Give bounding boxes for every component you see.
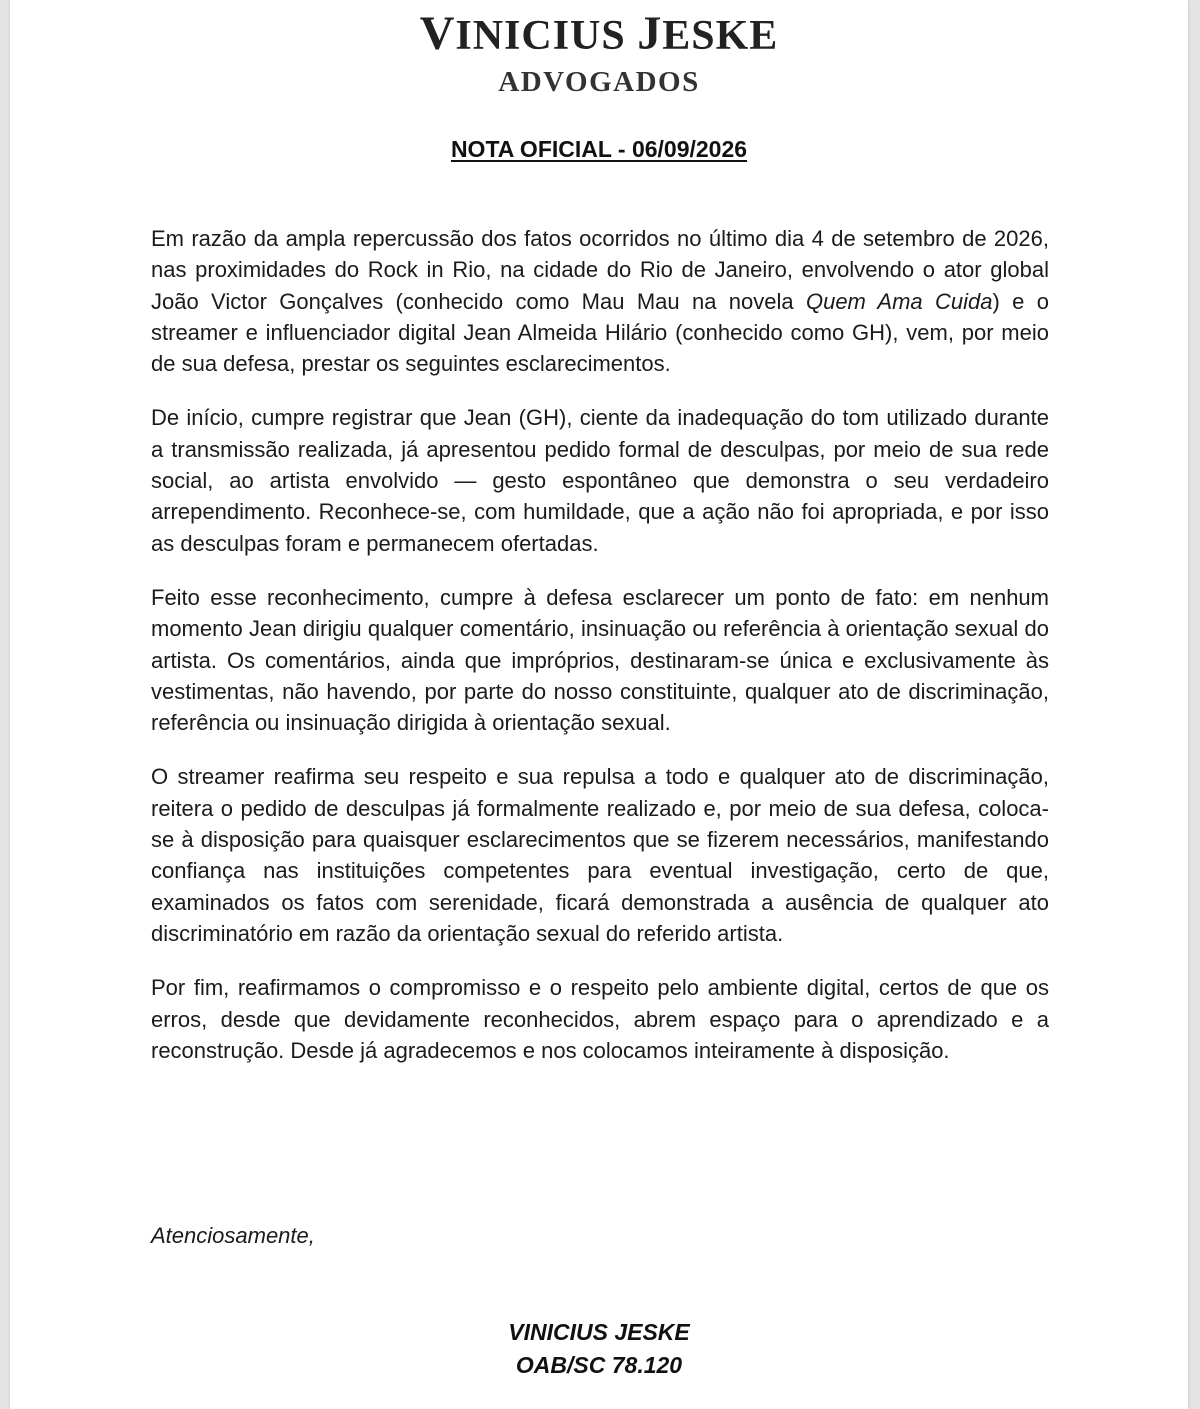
novel-title: Quem Ama Cuida <box>805 288 993 314</box>
paragraph-4: O streamer reafirma seu respeito e sua repulsa a todo e qualquer ato de discriminação, reitera o pedido de desculpas já formalmente realizado e, por meio de sua defesa, coloca-se à disposição para quaisquer esclarecimentos que se fizerem necessários, manifestando confiança nas instituições competentes para eventual investigação, certo de que, examinados os fatos com serenidade, ficará demonstrada a ausência de qualquer ato discriminatório em razão da orientação sexual do referido artista. <box>151 764 1049 946</box>
paragraph-2: De início, cumpre registrar que Jean (GH), ciente da inadequação do tom utilizado durante a transmissão realizada, já apresentou pedido formal de desculpas, por meio de sua rede social, ao artista envolvido — gesto espontâneo que demonstra o seu verdadeiro arrependimento. Reconhece-se, com humildade, que a ação não foi apropriada, e por isso as desculpas foram e permanecem ofertadas. <box>151 405 1049 556</box>
signature-name: VINICIUS JESKE <box>508 1319 690 1345</box>
signature-registration: OAB/SC 78.120 <box>515 1352 683 1378</box>
signature-block <box>10 1316 1188 1382</box>
document-body <box>151 223 1049 1089</box>
firm-name-rest-2: ESKE <box>662 13 779 59</box>
paragraph-1-end: ) e o streamer e influenciador digital Jean Almeida Hilário (conhecido como GH), vem, por meio de sua defesa, prestar os seguintes esclarecimentos. <box>151 288 1049 377</box>
firm-name-rest-1: INICIUS <box>455 13 626 59</box>
paragraph-3: Feito esse reconhecimento, cumpre à defesa esclarecer um ponto de fato: em nenhum momento Jean dirigiu qualquer comentário, insinuação ou referência à orientação sexual do artista. Os comentários, ainda que impróprios, destinaram-se única e exclusivamente às vestimentas, não havendo, por parte do nosso constituinte, qualquer ato de discriminação, referência ou insinuação dirigida à orientação sexual. <box>151 584 1049 736</box>
paragraph-1 <box>151 223 1049 379</box>
letterhead <box>10 7 1188 100</box>
firm-subtitle: ADVOGADOS <box>498 66 700 98</box>
document-title: NOTA OFICIAL - 06/09/2026 <box>450 136 748 162</box>
closing-salutation: Atenciosamente, <box>151 1223 315 1248</box>
document-page <box>10 0 1188 1409</box>
firm-name-initial-2: J <box>637 7 663 60</box>
paragraph-1-start: Em razão da ampla repercussão dos fatos ocorridos no último dia 4 de setembro de 2026, nas proximidades do Rock in Rio, na cidade do Rio de Janeiro, envolvendo o ator global João Victor Gonçalves (conhecido como Mau Mau na novela <box>151 226 1049 314</box>
paragraph-5: Por fim, reafirmamos o compromisso e o respeito pelo ambiente digital, certos de que os erros, desde que devidamente reconhecidos, abrem espaço para o aprendizado e a reconstrução. Desde já agradecemos e nos colocamos inteiramente à disposição. <box>151 975 1049 1063</box>
firm-name <box>10 7 1188 60</box>
firm-name-initial-1: V <box>419 7 456 60</box>
